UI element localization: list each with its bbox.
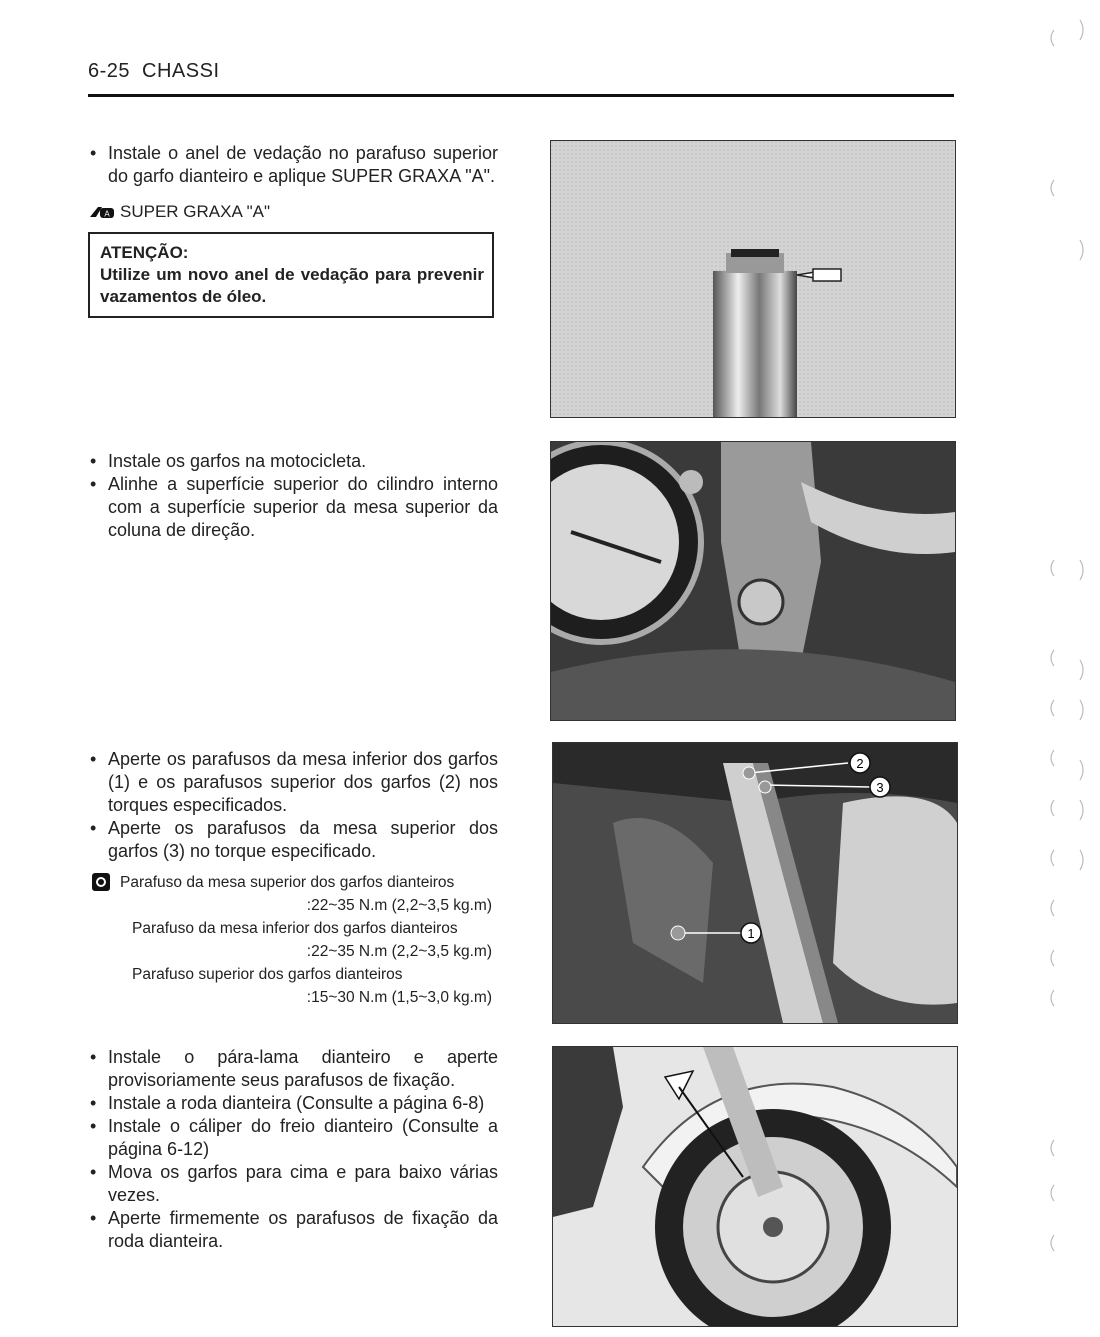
list-item: • Instale a roda dianteira (Consulte a página 6-8) <box>88 1092 498 1115</box>
section-title: CHASSI <box>142 60 220 82</box>
list-item: • Alinhe a superfície superior do cilindro interno com a superfície superior da mesa superior da coluna de direção. <box>88 473 498 542</box>
callout-2: 2 <box>856 756 864 771</box>
torque-row <box>88 871 498 894</box>
callout-3: 3 <box>876 780 884 795</box>
list-item: • Instale o pára-lama dianteiro e aperte provisoriamente seus parafusos de fixação. <box>88 1046 498 1092</box>
attention-box <box>88 232 494 318</box>
torque-value: :22~35 N.m (2,2~3,5 kg.m) <box>306 897 492 914</box>
step3-bullets <box>88 748 498 863</box>
torque-value: :22~35 N.m (2,2~3,5 kg.m) <box>306 943 492 960</box>
photo-fork-seal <box>550 140 956 418</box>
torque-value: :15~30 N.m (1,5~3,0 kg.m) <box>306 989 492 1006</box>
torque-label: Parafuso da mesa inferior dos garfos dianteiros <box>132 920 458 937</box>
list-item: • Instale os garfos na motocicleta. <box>88 450 498 473</box>
photo-front-wheel <box>552 1046 958 1327</box>
step3-text <box>88 748 498 1009</box>
photo-clamp-bolts <box>552 742 958 1024</box>
page-number: 6-25 <box>88 60 131 82</box>
step1-bullets <box>88 142 498 188</box>
list-item: • Instale o anel de vedação no parafuso superior do garfo dianteiro e aplique SUPER GRAXA "A". <box>88 142 498 188</box>
list-item: • Instale o cáliper do freio dianteiro (Consulte a página 6-12) <box>88 1115 498 1161</box>
callout-1: 1 <box>747 926 755 941</box>
photo-steering-head <box>550 441 956 721</box>
grease-icon <box>88 203 118 221</box>
list-item: • Aperte firmemente os parafusos de fixação da roda dianteira. <box>88 1207 498 1253</box>
list-item: • Aperte os parafusos da mesa inferior dos garfos (1) e os parafusos superior dos garfos (2) nos torques especificados. <box>88 748 498 817</box>
torque-specs <box>88 871 498 1009</box>
binding-marks <box>1024 0 1094 1337</box>
svg-text:A: A <box>104 209 110 218</box>
header-rule <box>88 94 954 97</box>
list-item: • Aperte os parafusos da mesa superior dos garfos (3) no torque especificado. <box>88 817 498 863</box>
step4-text <box>88 1046 498 1253</box>
page-header <box>88 60 220 83</box>
grease-label: SUPER GRAXA "A" <box>120 202 271 221</box>
step2-text <box>88 450 498 542</box>
step2-bullets <box>88 450 498 542</box>
step4-bullets <box>88 1046 498 1253</box>
list-item: • Mova os garfos para cima e para baixo várias vezes. <box>88 1161 498 1207</box>
torque-label: Parafuso da mesa superior dos garfos dianteiros <box>120 874 455 891</box>
attention-title: ATENÇÃO: <box>100 243 189 262</box>
torque-wrench-icon <box>92 873 110 891</box>
step1-text <box>88 142 498 223</box>
attention-text: Utilize um novo anel de vedação para prevenir vazamentos de óleo. <box>100 265 484 306</box>
torque-label: Parafuso superior dos garfos dianteiros <box>132 966 403 983</box>
grease-spec <box>88 200 498 223</box>
